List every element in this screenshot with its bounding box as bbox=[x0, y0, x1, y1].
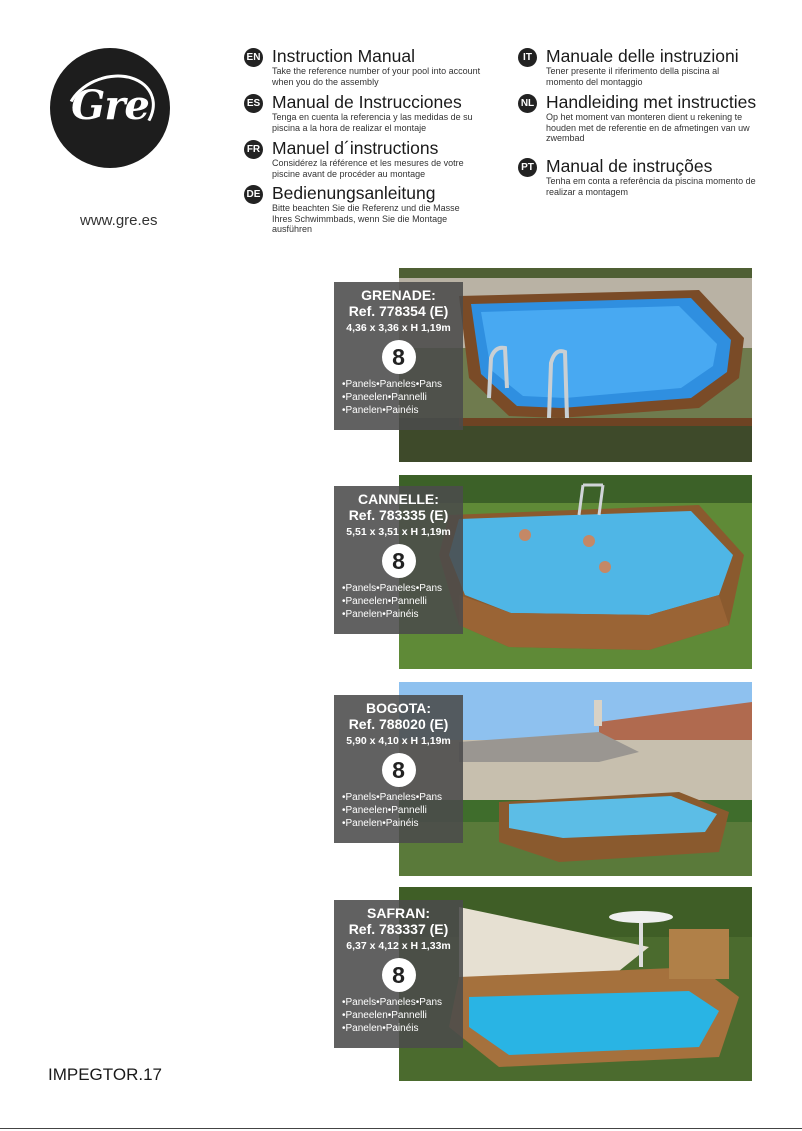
pool-ref: Ref. 778354 (E) bbox=[348, 303, 449, 319]
lang-text: Considérez la référence et les mesures de votre piscine avant de procéder au montage bbox=[272, 158, 464, 179]
panels-line: •Panels•Paneles•Pans bbox=[342, 583, 443, 594]
logo-word: Gre bbox=[71, 82, 149, 129]
lang-badge: IT bbox=[518, 48, 537, 67]
lang-text: Op het moment van monteren dient u rekening te houden met de referentie en de afmetingen van uw zwembad bbox=[546, 112, 750, 143]
pool-info-bogota bbox=[334, 695, 463, 843]
panel-count-badge: 8 bbox=[382, 340, 416, 374]
lang-text: Bitte beachten Sie die Referenz und die Masse Ihres Schwimmbads, wenn Sie die Montage ausführen bbox=[272, 203, 460, 234]
panels-line: •Paneelen•Pannelli bbox=[342, 596, 427, 607]
panels-line: •Panels•Paneles•Pans bbox=[342, 997, 443, 1008]
panel-count-badge: 8 bbox=[382, 958, 416, 992]
pool-name: GRENADE: bbox=[361, 287, 436, 303]
lang-text: Take the reference number of your pool into account when you do the assembly bbox=[272, 66, 481, 87]
pool-ref: Ref. 783337 (E) bbox=[348, 921, 449, 937]
pool-name: SAFRAN: bbox=[367, 905, 430, 921]
lang-title: Manual de instruções bbox=[546, 156, 713, 176]
lang-title: Handleiding met instructies bbox=[546, 92, 757, 112]
document-code: IMPEGTOR.17 bbox=[48, 1065, 162, 1084]
pool-name: BOGOTA: bbox=[365, 700, 432, 716]
pool-ref: Ref. 783335 (E) bbox=[348, 507, 449, 523]
lang-badge: PT bbox=[518, 158, 537, 177]
lang-text: Tenga en cuenta la referencia y las medidas de su piscina a la hora de realizar el montaje bbox=[272, 112, 473, 133]
website-link[interactable]: www.gre.es bbox=[80, 212, 158, 229]
brand-logo bbox=[50, 48, 170, 198]
pool-ref: Ref. 788020 (E) bbox=[348, 716, 449, 732]
pool-info-cannelle bbox=[334, 486, 463, 634]
pool-info-grenade bbox=[334, 282, 463, 430]
lang-text: Tener presente il riferimento della piscina al momento del montaggio bbox=[546, 66, 720, 87]
panels-line: •Panelen•Painéis bbox=[342, 609, 419, 620]
lang-title: Instruction Manual bbox=[272, 46, 415, 66]
pool-info-safran bbox=[334, 900, 463, 1048]
lang-title: Bedienungsanleitung bbox=[272, 183, 436, 203]
pool-name: CANNELLE: bbox=[358, 491, 439, 507]
lang-title: Manuel d´instructions bbox=[272, 138, 439, 158]
logo-circle bbox=[50, 48, 170, 168]
panels-line: •Paneelen•Pannelli bbox=[342, 392, 427, 403]
lang-text: Tenha em conta a referência da piscina momento de realizar a montagem bbox=[546, 176, 756, 197]
panel-count-badge: 8 bbox=[382, 544, 416, 578]
lang-badge: ES bbox=[244, 94, 263, 113]
lang-title: Manuale delle instruzioni bbox=[546, 46, 739, 66]
panels-line: •Paneelen•Pannelli bbox=[342, 805, 427, 816]
panels-line: •Panelen•Painéis bbox=[342, 1023, 419, 1034]
lang-badge: EN bbox=[244, 48, 263, 67]
bottom-divider bbox=[0, 1128, 802, 1129]
lang-badge: FR bbox=[244, 140, 263, 159]
panel-count-badge: 8 bbox=[382, 753, 416, 787]
panels-line: •Panels•Paneles•Pans bbox=[342, 379, 443, 390]
lang-title: Manual de Instrucciones bbox=[272, 92, 462, 112]
lang-badge: DE bbox=[244, 185, 263, 204]
panels-line: •Panelen•Painéis bbox=[342, 818, 419, 829]
lang-badge: NL bbox=[518, 94, 537, 113]
panels-line: •Panelen•Painéis bbox=[342, 405, 419, 416]
pool-dims: 4,36 x 3,36 x H 1,19m bbox=[346, 322, 451, 334]
panels-line: •Paneelen•Pannelli bbox=[342, 1010, 427, 1021]
pool-dims: 5,90 x 4,10 x H 1,19m bbox=[346, 735, 451, 747]
pool-dims: 5,51 x 3,51 x H 1,19m bbox=[346, 526, 451, 538]
pool-dims: 6,37 x 4,12 x H 1,33m bbox=[346, 940, 451, 952]
panels-line: •Panels•Paneles•Pans bbox=[342, 792, 443, 803]
